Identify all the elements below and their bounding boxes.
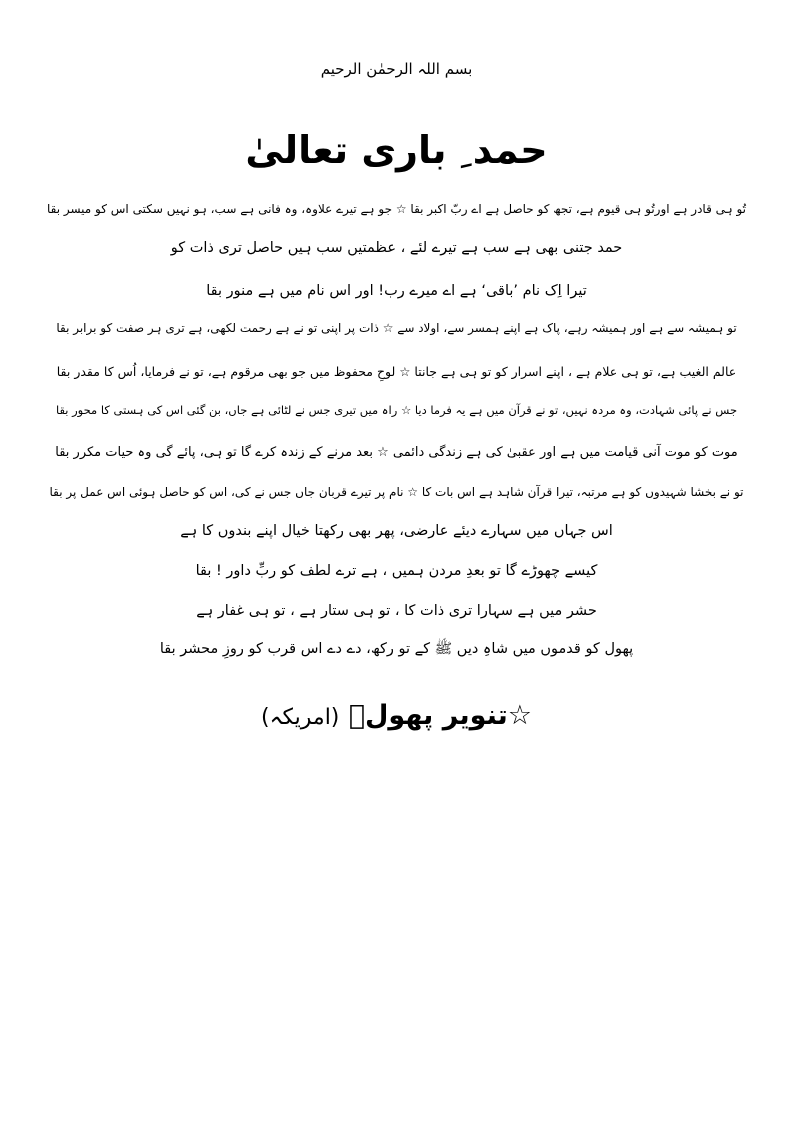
signature: [261, 700, 532, 731]
verse-8: تو نے بخشا شہیدوں کو ہے مرتبہ، تیرا قرآن شاہد ہے اس بات کا ☆ نام پر تیرے قربان جاں جس نے کی، اس کو حاصل ہوئی اس عمل پر بقا: [49, 485, 744, 499]
poet-name: تنویر پھولؔ: [348, 700, 508, 731]
bismillah: بسم اللہ الرحمٰن الرحیم: [320, 60, 473, 78]
page-title: حمد ِ باری تعالیٰ: [245, 128, 548, 172]
verse-1: تُو ہی قادر ہے اورتُو ہی قیوم ہے، تجھ کو حاصل ہے اے ربّ اکبر بقا ☆ جو ہے تیرے علاوہ، وہ فانی ہے سب، ہو نہیں سکتی اس کو میسر بقا: [46, 202, 747, 216]
verse-12: پھول کو قدموں میں شاہِ دیں ﷺ کے تو رکھ، دے دے اس قرب کو روزِ محشر بقا: [159, 641, 634, 657]
star-icon: ☆: [507, 700, 532, 731]
verse-4: تو ہمیشہ سے ہے اور ہمیشہ رہے، پاک ہے اپنے ہمسر سے، اولاد سے ☆ ذات پر اپنی تو نے ہے رحمت لکھی، ہے تری ہر صفت کو برابر بقا: [56, 321, 737, 335]
verse-7: موت کو موت آنی قیامت میں ہے اور عقبیٰ کی ہے زندگی دائمی ☆ بعد مرنے کے زندہ کرے گا تو ہی، پائے گی وہ حیات مکرر بقا: [55, 445, 738, 460]
verse-5: عالم الغیب ہے، تو ہی علام ہے ، اپنے اسرار کو تو ہی ہے جانتا ☆ لوحِ محفوظ میں جو بھی مرقوم ہے، تو نے فرمایا، اُس کا مقدر بقا: [56, 364, 737, 379]
verse-6: جس نے پائی شہادت، وہ مردہ نہیں، تو نے قرآن میں ہے یہ فرما دیا ☆ راہ میں تیری جس نے لٹائی ہے جاں، بن گئی اس کی ہستی کا محور بقا: [55, 403, 738, 417]
verse-3: تیرا اِک نام ’باقی‘ ہے اے میرے رب! اور اس نام میں ہے منور بقا: [206, 283, 587, 299]
verse-10: کیسے چھوڑے گا تو بعدِ مردن ہمیں ، ہے ترے لطف کو ربِّ داور ! بقا: [195, 563, 598, 579]
verse-11: حشر میں ہے سہارا تری ذات کا ، تو ہی ستار ہے ، تو ہی غفار ہے: [196, 603, 597, 619]
verse-2: حمد جتنی بھی ہے سب ہے تیرے لئے ، عظمتیں سب ہیں حاصل تری ذات کو: [170, 240, 623, 256]
poet-country: (امریکہ): [261, 705, 340, 730]
verse-9: اس جہاں میں سہارے دیئے عارضی، پھر بھی رکھتا خیال اپنے بندوں کا ہے: [180, 523, 613, 539]
